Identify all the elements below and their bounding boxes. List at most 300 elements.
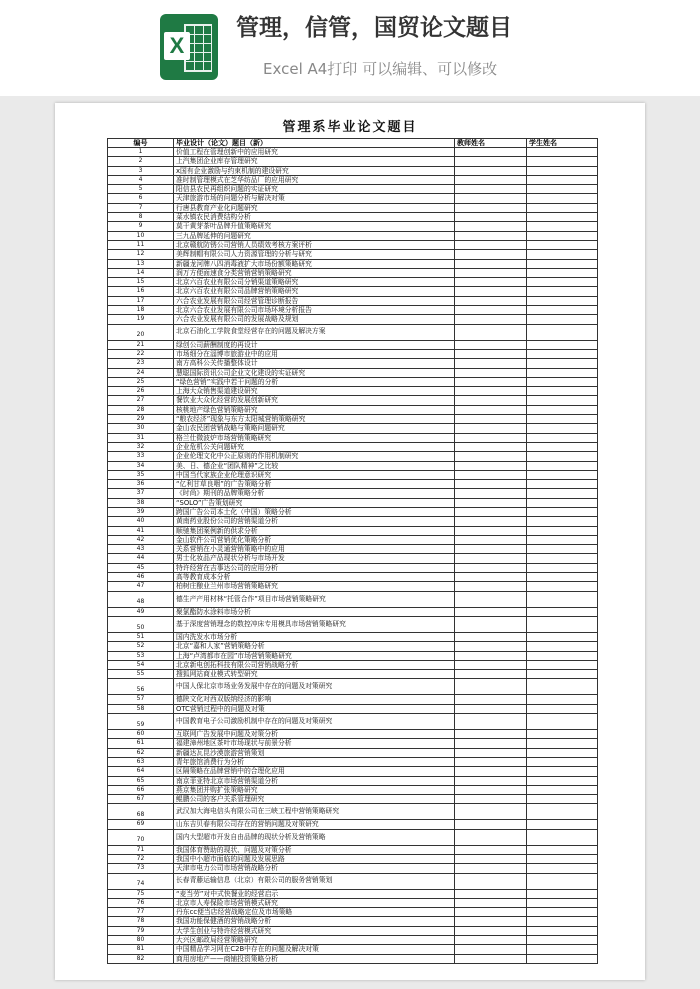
table-row — [108, 917, 598, 926]
row-title: 莫干黄芽茶叶品牌升值策略研究 — [174, 222, 455, 231]
row-title: 德生产产用材林“托管合作”项目市场营销策略研究 — [174, 591, 455, 607]
row-teacher-name — [455, 873, 527, 889]
table-row — [108, 415, 598, 424]
row-number: 61 — [108, 739, 174, 748]
row-number: 78 — [108, 917, 174, 926]
row-teacher-name — [455, 607, 527, 616]
row-number: 40 — [108, 517, 174, 526]
table-row — [108, 349, 598, 358]
row-number: 55 — [108, 670, 174, 679]
table-row — [108, 148, 598, 157]
row-teacher-name — [455, 175, 527, 184]
row-number: 20 — [108, 324, 174, 340]
row-title: 北京六百农业有限公司分销渠道策略研究 — [174, 278, 455, 287]
row-teacher-name — [455, 470, 527, 479]
row-student-name — [527, 405, 598, 414]
row-student-name — [527, 679, 598, 695]
row-teacher-name — [455, 917, 527, 926]
row-number: 13 — [108, 259, 174, 268]
excel-icon — [160, 14, 218, 80]
row-number: 79 — [108, 926, 174, 935]
table-row — [108, 498, 598, 507]
table-row — [108, 582, 598, 591]
row-number: 35 — [108, 470, 174, 479]
row-student-name — [527, 607, 598, 616]
row-number: 59 — [108, 714, 174, 730]
row-teacher-name — [455, 908, 527, 917]
table-row — [108, 377, 598, 386]
table-row — [108, 387, 598, 396]
row-student-name — [527, 148, 598, 157]
row-student-name — [527, 433, 598, 442]
row-title: 国内洗发水市场分析 — [174, 632, 455, 641]
row-teacher-name — [455, 368, 527, 377]
row-teacher-name — [455, 157, 527, 166]
table-row — [108, 442, 598, 451]
row-title: 行唐县教育产业化问题研究 — [174, 203, 455, 212]
row-title: 市场细分在淄博市旅游业中的应用 — [174, 349, 455, 358]
row-number: 34 — [108, 461, 174, 470]
column-header-student: 学生姓名 — [527, 139, 598, 148]
row-title: 金山农民团营销战略与策略问题研究 — [174, 424, 455, 433]
table-row — [108, 642, 598, 651]
table-row — [108, 545, 598, 554]
row-title: 山东吉贝春有限公司存在的营销问题及对策研究 — [174, 820, 455, 829]
row-teacher-name — [455, 845, 527, 854]
row-title: 新疆达瓦昆沙漠旅游营销策划 — [174, 748, 455, 757]
column-header-number: 编号 — [108, 139, 174, 148]
row-number: 56 — [108, 679, 174, 695]
table-row — [108, 632, 598, 641]
row-student-name — [527, 377, 598, 386]
row-number: 52 — [108, 642, 174, 651]
row-student-name — [527, 185, 598, 194]
row-student-name — [527, 757, 598, 766]
row-title: 价值工程在管理创新中的应用研究 — [174, 148, 455, 157]
table-row — [108, 554, 598, 563]
row-title: 上汽集团企业库存管理研究 — [174, 157, 455, 166]
row-title: 《时尚》期刊的品牌策略分析 — [174, 489, 455, 498]
table-row — [108, 259, 598, 268]
row-number: 43 — [108, 545, 174, 554]
row-student-name — [527, 739, 598, 748]
row-student-name — [527, 259, 598, 268]
row-teacher-name — [455, 785, 527, 794]
row-title: 菜水镇农民消费结构分析 — [174, 213, 455, 222]
row-student-name — [527, 873, 598, 889]
row-title: 绿创公司薪酬制度的再设计 — [174, 340, 455, 349]
row-student-name — [527, 845, 598, 854]
row-teacher-name — [455, 377, 527, 386]
row-student-name — [527, 632, 598, 641]
table-row — [108, 954, 598, 963]
row-teacher-name — [455, 287, 527, 296]
row-number: 12 — [108, 250, 174, 259]
table-row — [108, 175, 598, 184]
row-teacher-name — [455, 820, 527, 829]
row-teacher-name — [455, 730, 527, 739]
row-title: 鲲鹏公司的客户关系管理研究 — [174, 795, 455, 804]
row-title: 餐饮业大众化经营的发展创新研究 — [174, 396, 455, 405]
table-row — [108, 424, 598, 433]
row-title: 三九品牌延伸的问题研究 — [174, 231, 455, 240]
table-row — [108, 945, 598, 954]
excel-x-icon: X — [164, 32, 190, 60]
table-row — [108, 829, 598, 845]
row-teacher-name — [455, 387, 527, 396]
table-row — [108, 433, 598, 442]
row-teacher-name — [455, 660, 527, 669]
row-title: 黄南药业股份公司的营销渠道分析 — [174, 517, 455, 526]
row-number: 18 — [108, 306, 174, 315]
row-title: 北京赣航防锈公司营销人员绩效考核方案评析 — [174, 240, 455, 249]
row-student-name — [527, 424, 598, 433]
row-teacher-name — [455, 776, 527, 785]
row-title: 关系营销在小灵通营销策略中的应用 — [174, 545, 455, 554]
row-teacher-name — [455, 222, 527, 231]
row-teacher-name — [455, 632, 527, 641]
row-number: 65 — [108, 776, 174, 785]
row-teacher-name — [455, 433, 527, 442]
row-student-name — [527, 748, 598, 757]
row-title: 国内大型超市开发自由品牌的现状分析及营销策略 — [174, 829, 455, 845]
table-row — [108, 222, 598, 231]
table-row — [108, 739, 598, 748]
table-row — [108, 660, 598, 669]
row-teacher-name — [455, 829, 527, 845]
row-number: 30 — [108, 424, 174, 433]
row-title: 天津市电力公司市场营销战略分析 — [174, 864, 455, 873]
row-number: 10 — [108, 231, 174, 240]
row-teacher-name — [455, 739, 527, 748]
table-row — [108, 795, 598, 804]
row-number: 75 — [108, 889, 174, 898]
row-number: 51 — [108, 632, 174, 641]
row-number: 76 — [108, 898, 174, 907]
row-student-name — [527, 368, 598, 377]
row-student-name — [527, 526, 598, 535]
row-title: 德陕文化对西双版纳经济的影响 — [174, 695, 455, 704]
row-teacher-name — [455, 616, 527, 632]
table-row — [108, 730, 598, 739]
row-student-name — [527, 461, 598, 470]
row-teacher-name — [455, 767, 527, 776]
row-title: 我国中小超市面临的问题及发展思路 — [174, 855, 455, 864]
row-title: 区隔策略在品牌营销中的合理化应用 — [174, 767, 455, 776]
table-row — [108, 203, 598, 212]
row-title: 基于深度营销理念的数控冲床专用模具市场营销策略研究 — [174, 616, 455, 632]
row-student-name — [527, 507, 598, 516]
row-number: 3 — [108, 166, 174, 175]
row-title: 大学生创业与特许经营模式研究 — [174, 926, 455, 935]
row-title: 北京石油化工学院食堂经营存在的问题及解决方案 — [174, 324, 455, 340]
row-title: 顺驰集团案例新的供求分析 — [174, 526, 455, 535]
table-row — [108, 679, 598, 695]
row-title: 我国功能保健酒的营销战略分析 — [174, 917, 455, 926]
row-student-name — [527, 582, 598, 591]
row-student-name — [527, 268, 598, 277]
row-teacher-name — [455, 185, 527, 194]
row-teacher-name — [455, 194, 527, 203]
row-number: 2 — [108, 157, 174, 166]
table-row — [108, 704, 598, 713]
table-row — [108, 250, 598, 259]
row-teacher-name — [455, 278, 527, 287]
table-row — [108, 368, 598, 377]
table-row — [108, 278, 598, 287]
row-number: 50 — [108, 616, 174, 632]
row-number: 62 — [108, 748, 174, 757]
row-number: 7 — [108, 203, 174, 212]
row-teacher-name — [455, 748, 527, 757]
row-number: 74 — [108, 873, 174, 889]
row-teacher-name — [455, 573, 527, 582]
row-number: 68 — [108, 804, 174, 820]
row-teacher-name — [455, 203, 527, 212]
row-title: “绿色营销”实践中若干问题的分析 — [174, 377, 455, 386]
table-row — [108, 480, 598, 489]
table-row — [108, 231, 598, 240]
table-row — [108, 526, 598, 535]
row-student-name — [527, 855, 598, 864]
table-row — [108, 670, 598, 679]
row-student-name — [527, 820, 598, 829]
row-number: 27 — [108, 396, 174, 405]
row-student-name — [527, 936, 598, 945]
row-teacher-name — [455, 526, 527, 535]
row-number: 14 — [108, 268, 174, 277]
row-teacher-name — [455, 926, 527, 935]
table-row — [108, 306, 598, 315]
row-title: 北京六合农业发展有限公司市场环境分析报告 — [174, 306, 455, 315]
row-number: 1 — [108, 148, 174, 157]
row-student-name — [527, 306, 598, 315]
row-teacher-name — [455, 670, 527, 679]
row-student-name — [527, 480, 598, 489]
row-number: 46 — [108, 573, 174, 582]
table-row — [108, 166, 598, 175]
row-title: 天津旅游市场的问题分析与解决对策 — [174, 194, 455, 203]
row-teacher-name — [455, 259, 527, 268]
table-row — [108, 359, 598, 368]
row-student-name — [527, 396, 598, 405]
row-title: 阳信县农民再组织问题的实证研究 — [174, 185, 455, 194]
row-student-name — [527, 591, 598, 607]
row-teacher-name — [455, 424, 527, 433]
row-number: 5 — [108, 185, 174, 194]
row-title: 核桃地产绿色营销策略研究 — [174, 405, 455, 414]
row-student-name — [527, 175, 598, 184]
row-title: 聚氯酯防水涂料市场分析 — [174, 607, 455, 616]
table-row — [108, 240, 598, 249]
row-number: 82 — [108, 954, 174, 963]
table-row — [108, 898, 598, 907]
table-row — [108, 651, 598, 660]
row-student-name — [527, 954, 598, 963]
table-row — [108, 785, 598, 794]
row-title: 燕京集团并购扩张策略研究 — [174, 785, 455, 794]
row-number: 57 — [108, 695, 174, 704]
row-teacher-name — [455, 498, 527, 507]
table-row — [108, 340, 598, 349]
row-number: 33 — [108, 452, 174, 461]
table-row — [108, 767, 598, 776]
row-teacher-name — [455, 415, 527, 424]
row-number: 69 — [108, 820, 174, 829]
row-teacher-name — [455, 240, 527, 249]
row-title: 六合农业发展有限公司经营管理诊断报告 — [174, 296, 455, 305]
row-student-name — [527, 203, 598, 212]
row-student-name — [527, 573, 598, 582]
row-title: OTC营销过程中的问题及对策 — [174, 704, 455, 713]
row-title: “亿利甘草良咽”的广告策略分析 — [174, 480, 455, 489]
row-title: 丹东cc便当店经营战略定位及市场策略 — [174, 908, 455, 917]
row-teacher-name — [455, 889, 527, 898]
row-student-name — [527, 535, 598, 544]
row-title: 新疆龙河牌八四消毒液扩大市场份额策略研究 — [174, 259, 455, 268]
table-row — [108, 616, 598, 632]
document-title: 管理系毕业论文题目 — [282, 120, 418, 135]
row-teacher-name — [455, 452, 527, 461]
row-student-name — [527, 517, 598, 526]
row-student-name — [527, 415, 598, 424]
row-title: 青年旅馆消费行为分析 — [174, 757, 455, 766]
table-row — [108, 157, 598, 166]
row-student-name — [527, 670, 598, 679]
row-teacher-name — [455, 591, 527, 607]
table-row — [108, 213, 598, 222]
row-student-name — [527, 917, 598, 926]
row-teacher-name — [455, 296, 527, 305]
row-number: 36 — [108, 480, 174, 489]
table-header-row — [108, 139, 598, 148]
row-title: 准时制管理模式在芝华纺品厂的应用研究 — [174, 175, 455, 184]
row-number: 26 — [108, 387, 174, 396]
row-teacher-name — [455, 582, 527, 591]
row-title: 武汉加大海电信头有限公司在三峡工程中营销策略研究 — [174, 804, 455, 820]
row-title: 六合农业发展有限公司的发展战略及规划 — [174, 315, 455, 324]
row-student-name — [527, 470, 598, 479]
table-row — [108, 776, 598, 785]
row-teacher-name — [455, 489, 527, 498]
row-student-name — [527, 387, 598, 396]
row-number: 25 — [108, 377, 174, 386]
table-row — [108, 452, 598, 461]
row-number: 15 — [108, 278, 174, 287]
table-row — [108, 563, 598, 572]
row-student-name — [527, 864, 598, 873]
row-number: 45 — [108, 563, 174, 572]
row-student-name — [527, 642, 598, 651]
row-title: 上海大众销售渠道建设研究 — [174, 387, 455, 396]
table-row — [108, 820, 598, 829]
banner-subtitle: Excel A4打印 可以编辑、可以修改 — [263, 60, 498, 78]
table-row — [108, 268, 598, 277]
row-title: “麦当劳”对中式快餐业的经营启示 — [174, 889, 455, 898]
row-teacher-name — [455, 757, 527, 766]
row-student-name — [527, 898, 598, 907]
row-number: 24 — [108, 368, 174, 377]
row-student-name — [527, 498, 598, 507]
row-student-name — [527, 324, 598, 340]
row-teacher-name — [455, 804, 527, 820]
row-title: “SOLO”广告策划研究 — [174, 498, 455, 507]
row-title: 跨国广告公司本土化（中国）策略分析 — [174, 507, 455, 516]
row-student-name — [527, 452, 598, 461]
row-number: 11 — [108, 240, 174, 249]
row-student-name — [527, 296, 598, 305]
row-teacher-name — [455, 507, 527, 516]
row-number: 28 — [108, 405, 174, 414]
row-student-name — [527, 359, 598, 368]
table-row — [108, 695, 598, 704]
row-teacher-name — [455, 535, 527, 544]
table-row — [108, 470, 598, 479]
table-row — [108, 517, 598, 526]
row-title: 特许经营在吉事达公司的应用分析 — [174, 563, 455, 572]
table-row — [108, 607, 598, 616]
table-row — [108, 845, 598, 854]
row-title: 金山软件公司营销优化策略分析 — [174, 535, 455, 544]
row-teacher-name — [455, 268, 527, 277]
row-teacher-name — [455, 340, 527, 349]
row-student-name — [527, 704, 598, 713]
table-row — [108, 889, 598, 898]
row-teacher-name — [455, 954, 527, 963]
table-row — [108, 873, 598, 889]
row-number: 9 — [108, 222, 174, 231]
table-row — [108, 405, 598, 414]
row-student-name — [527, 730, 598, 739]
row-number: 44 — [108, 554, 174, 563]
row-number: 53 — [108, 651, 174, 660]
row-student-name — [527, 889, 598, 898]
row-title: 柏树庄酿业兰州市场营销策略研究 — [174, 582, 455, 591]
row-title: 我国体育赞助的现状、问题及对策分析 — [174, 845, 455, 854]
row-student-name — [527, 194, 598, 203]
table-row — [108, 573, 598, 582]
row-teacher-name — [455, 545, 527, 554]
row-student-name — [527, 804, 598, 820]
row-number: 60 — [108, 730, 174, 739]
row-student-name — [527, 795, 598, 804]
row-teacher-name — [455, 231, 527, 240]
row-student-name — [527, 945, 598, 954]
row-student-name — [527, 340, 598, 349]
row-number: 70 — [108, 829, 174, 845]
row-student-name — [527, 767, 598, 776]
row-number: 29 — [108, 415, 174, 424]
row-number: 19 — [108, 315, 174, 324]
row-teacher-name — [455, 349, 527, 358]
row-title: 中国精品学习网在C2B中存在的问题及解决对策 — [174, 945, 455, 954]
row-student-name — [527, 278, 598, 287]
row-number: 54 — [108, 660, 174, 669]
table-row — [108, 591, 598, 607]
row-title: 长春青藤运输信息（北京）有限公司的服务营销策划 — [174, 873, 455, 889]
row-number: 67 — [108, 795, 174, 804]
table-row — [108, 296, 598, 305]
row-title: 南京菲亚特北京市场营销渠道分析 — [174, 776, 455, 785]
table-row — [108, 757, 598, 766]
row-teacher-name — [455, 795, 527, 804]
table-row — [108, 194, 598, 203]
row-number: 31 — [108, 433, 174, 442]
row-student-name — [527, 250, 598, 259]
row-title: 中国人保北京市场业务发展中存在的问题及对策研究 — [174, 679, 455, 695]
row-teacher-name — [455, 396, 527, 405]
row-number: 32 — [108, 442, 174, 451]
